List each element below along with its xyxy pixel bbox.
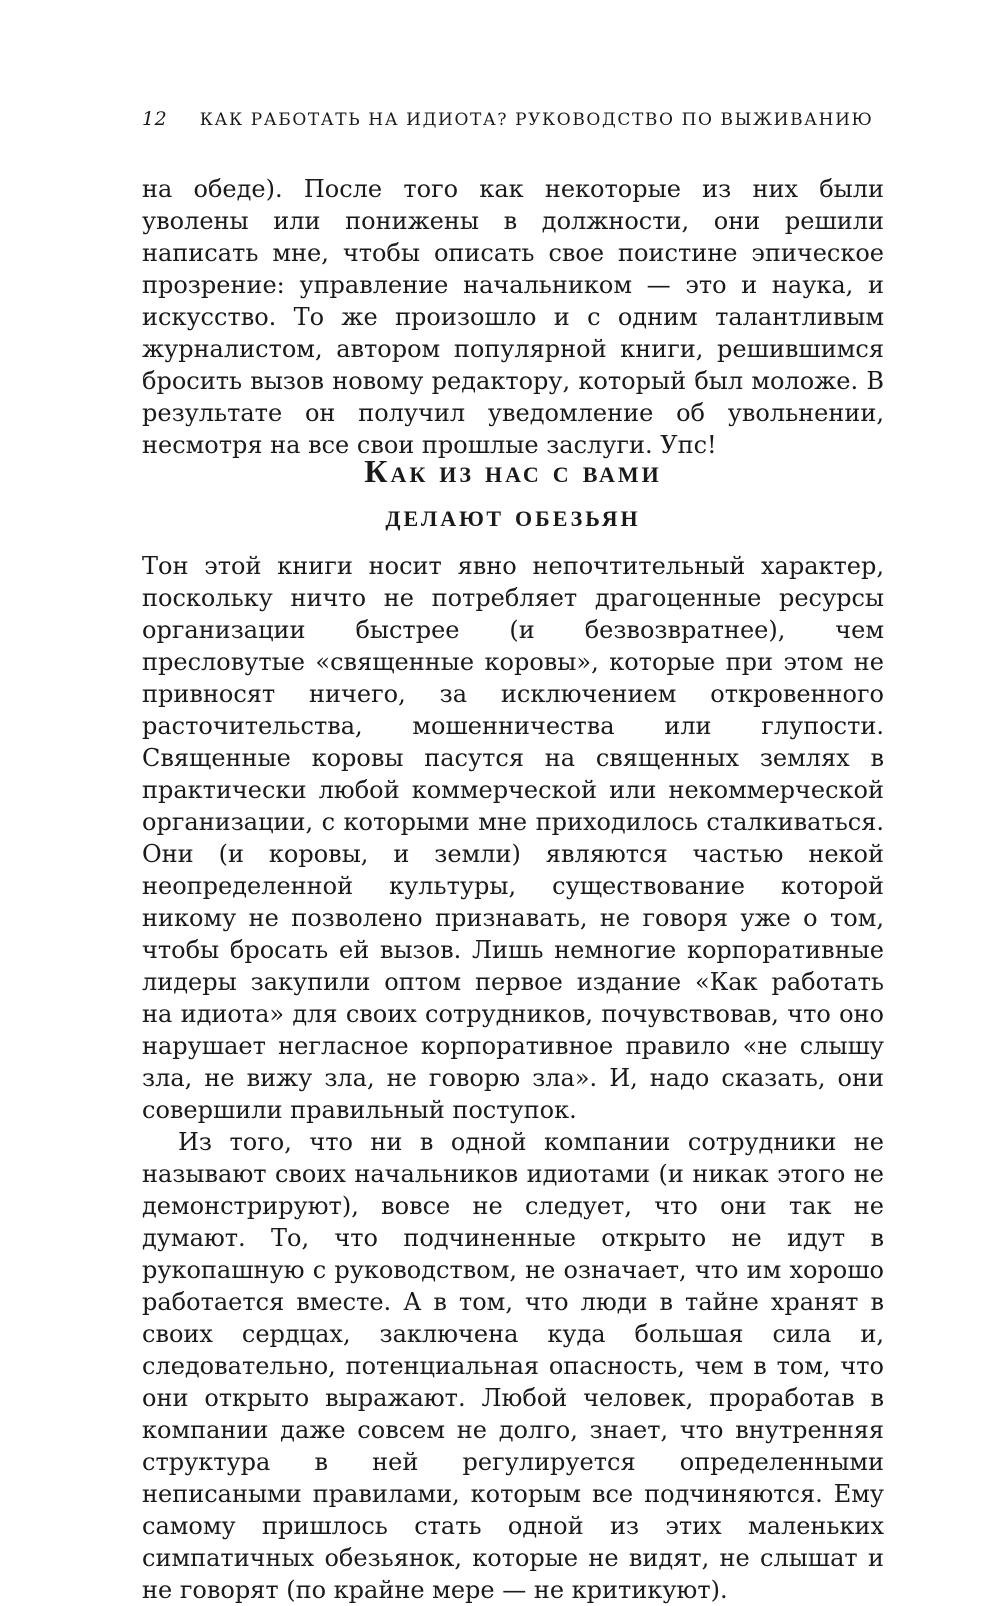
section-heading-line-1: Как из нас с вами [364,453,662,489]
section-body [142,550,884,1606]
intro-paragraph: на обеде). После того как некоторые из них были уволены или понижены в должности, они решили написать мне, чтобы описать свое поистине эпическое прозрение: управление начальником — это и наука, и искусство. То же произошло и с одним талантливым журналистом, автором популярной книги, решившимся бросить вызов новому редактору, который был моложе. В результате он получил уведомление об увольнении, несмотря на все свои прошлые заслуги. Упс! [142,175,884,459]
intro-text [142,173,884,461]
section-heading [142,449,884,537]
running-title: КАК РАБОТАТЬ НА ИДИОТА? РУКОВОДСТВО ПО ВЫЖИВАНИЮ [199,110,874,130]
running-header [142,108,882,130]
body-paragraph-2: Из того, что ни в одной компании сотрудники не называют своих начальников идиотами (и никак этого не демонстрируют), вовсе не следует, что они так не думают. То, что подчиненные открыто не идут в рукопашную с руководством, не означает, что им хорошо работается вместе. А в том, что люди в тайне хранят в своих сердцах, заключена куда большая сила и, следовательно, потенциальная опасность, чем в том, что они открыто выражают. Любой человек, проработав в компании даже совсем не долго, знает, что внутренняя структура в ней регулируется определенными неписаными правилами, которым все подчиняются. Ему самому пришлось стать одной из этих маленьких симпатичных обезьянок, которые не видят, не слышат и не говорят (по крайне мере — не критикуют). [142,1128,884,1604]
page-number: 12 [142,108,168,130]
body-paragraph-1: Тон этой книги носит явно непочтительный характер, поскольку ничто не потребляет драгоценные ресурсы организации быстрее (и безвозвратнее), чем пресловутые «священные коровы», которые при этом не привносят ничего, за исключением откровенного расточительства, мошенничества или глупости. Священные коровы пасутся на священных землях в практически любой коммерческой или некоммерческой организации, с которыми мне приходилось сталкиваться. Они (и коровы, и земли) являются частью некой неопределенной культуры, существование которой никому не позволено признавать, не говоря уже о том, чтобы бросать ей вызов. Лишь немногие корпоративные лидеры закупили оптом первое издание «Как работать на идиота» для своих сотрудников, почувствовав, что оно нарушает негласное корпоративное правило «не слышу зла, не вижу зла, не говорю зла». И, надо сказать, они совершили правильный поступок. [142,552,884,1124]
section-heading-line-2: делают обезьян [385,497,641,533]
